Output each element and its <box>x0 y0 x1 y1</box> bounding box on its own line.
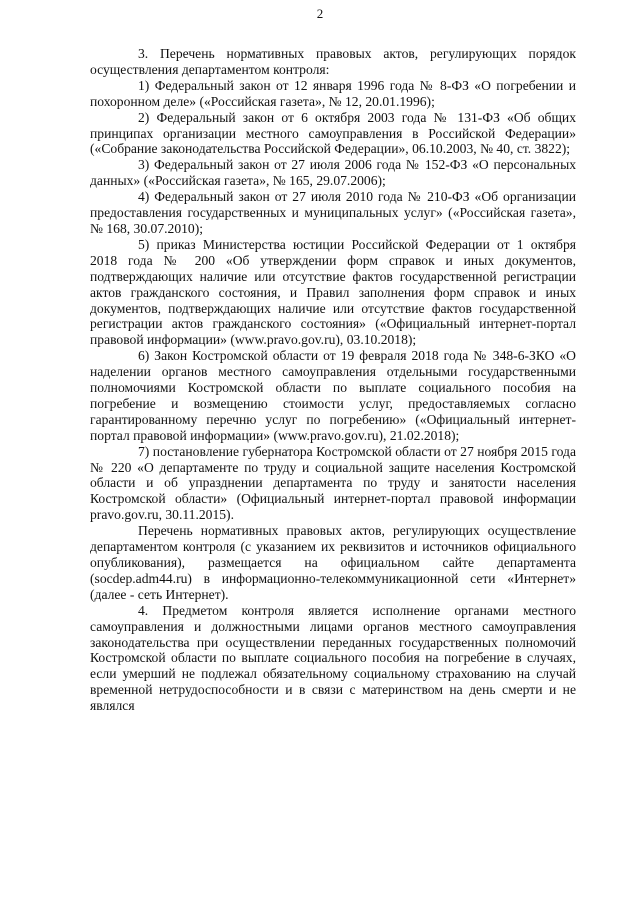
list-item-1: 1) Федеральный закон от 12 января 1996 года № 8-ФЗ «О погребении и похоронном деле» («Российская газета», № 12, 20.01.1996); <box>90 77 576 109</box>
section-3-heading: 3. Перечень нормативных правовых актов, регулирующих порядок осуществления департаментом контроля: <box>90 46 576 77</box>
list-item-5: 5) приказ Министерства юстиции Российской Федерации от 1 октября 2018 года № 200 «Об утверждении форм справок и иных документов, подтверждающих наличие или отсутствие фактов государственной регистрации актов гражданского состояния, и Правил заполнения форм справок и иных документов, подтверждающих наличие или отсутствие фактов государственной регистрации актов гражданского состояния» («Официальный интернет-портал правовой информации» (www.pravo.gov.ru), 03.10.2018); <box>90 236 576 348</box>
page-number: 2 <box>316 6 324 21</box>
list-publication-note: Перечень нормативных правовых актов, регулирующих осуществление департаментом контроля (с указанием их реквизитов и источников официального опубликования), размещается на официальном сайте департамента (socdep.adm44.ru) в информационно-телекоммуникационной сети «Интернет» (далее - сеть Интернет). <box>90 523 576 602</box>
section-4-paragraph: 4. Предметом контроля является исполнение органами местного самоуправления и должностными лицами органов местного самоуправления законодательства при осуществлении переданных государственных полномочий Костромской области по выплате социального пособия на погребение в случаях, если умерший не подлежал обязательному социальному страхованию на случай временной нетрудоспособности и в связи с материнством на день смерти и не являлся <box>90 602 576 714</box>
list-item-3: 3) Федеральный закон от 27 июля 2006 года № 152-ФЗ «О персональных данных» («Российская газета», № 165, 29.07.2006); <box>90 157 576 189</box>
document-body <box>90 46 576 714</box>
list-item-6: 6) Закон Костромской области от 19 февраля 2018 года № 348-6-ЗКО «О наделении органов местного самоуправления отдельными государственными полномочиями Костромской области по выплате социального пособия на погребение и возмещению стоимости услуг, предоставляемых согласно гарантированному перечню услуг по погребению» («Официальный интернет-портал правовой информации» (www.pravo.gov.ru), 21.02.2018); <box>90 348 576 443</box>
list-item-4: 4) Федеральный закон от 27 июля 2010 года № 210-ФЗ «Об организации предоставления государственных и муниципальных услуг» («Российская газета», № 168, 30.07.2010); <box>90 189 576 236</box>
list-item-2: 2) Федеральный закон от 6 октября 2003 года № 131-ФЗ «Об общих принципах организации местного самоуправления в Российской Федерации» («Собрание законодательства Российской Федерации», 06.10.2003, № 40, ст. 3822); <box>90 109 576 157</box>
list-item-7: 7) постановление губернатора Костромской области от 27 ноября 2015 года № 220 «О департаменте по труду и социальной защите населения Костромской области и об упразднении департамента по труду и занятости населения Костромской области» (Официальный интернет-портал правовой информации pravo.gov.ru, 30.11.2015). <box>90 443 576 523</box>
